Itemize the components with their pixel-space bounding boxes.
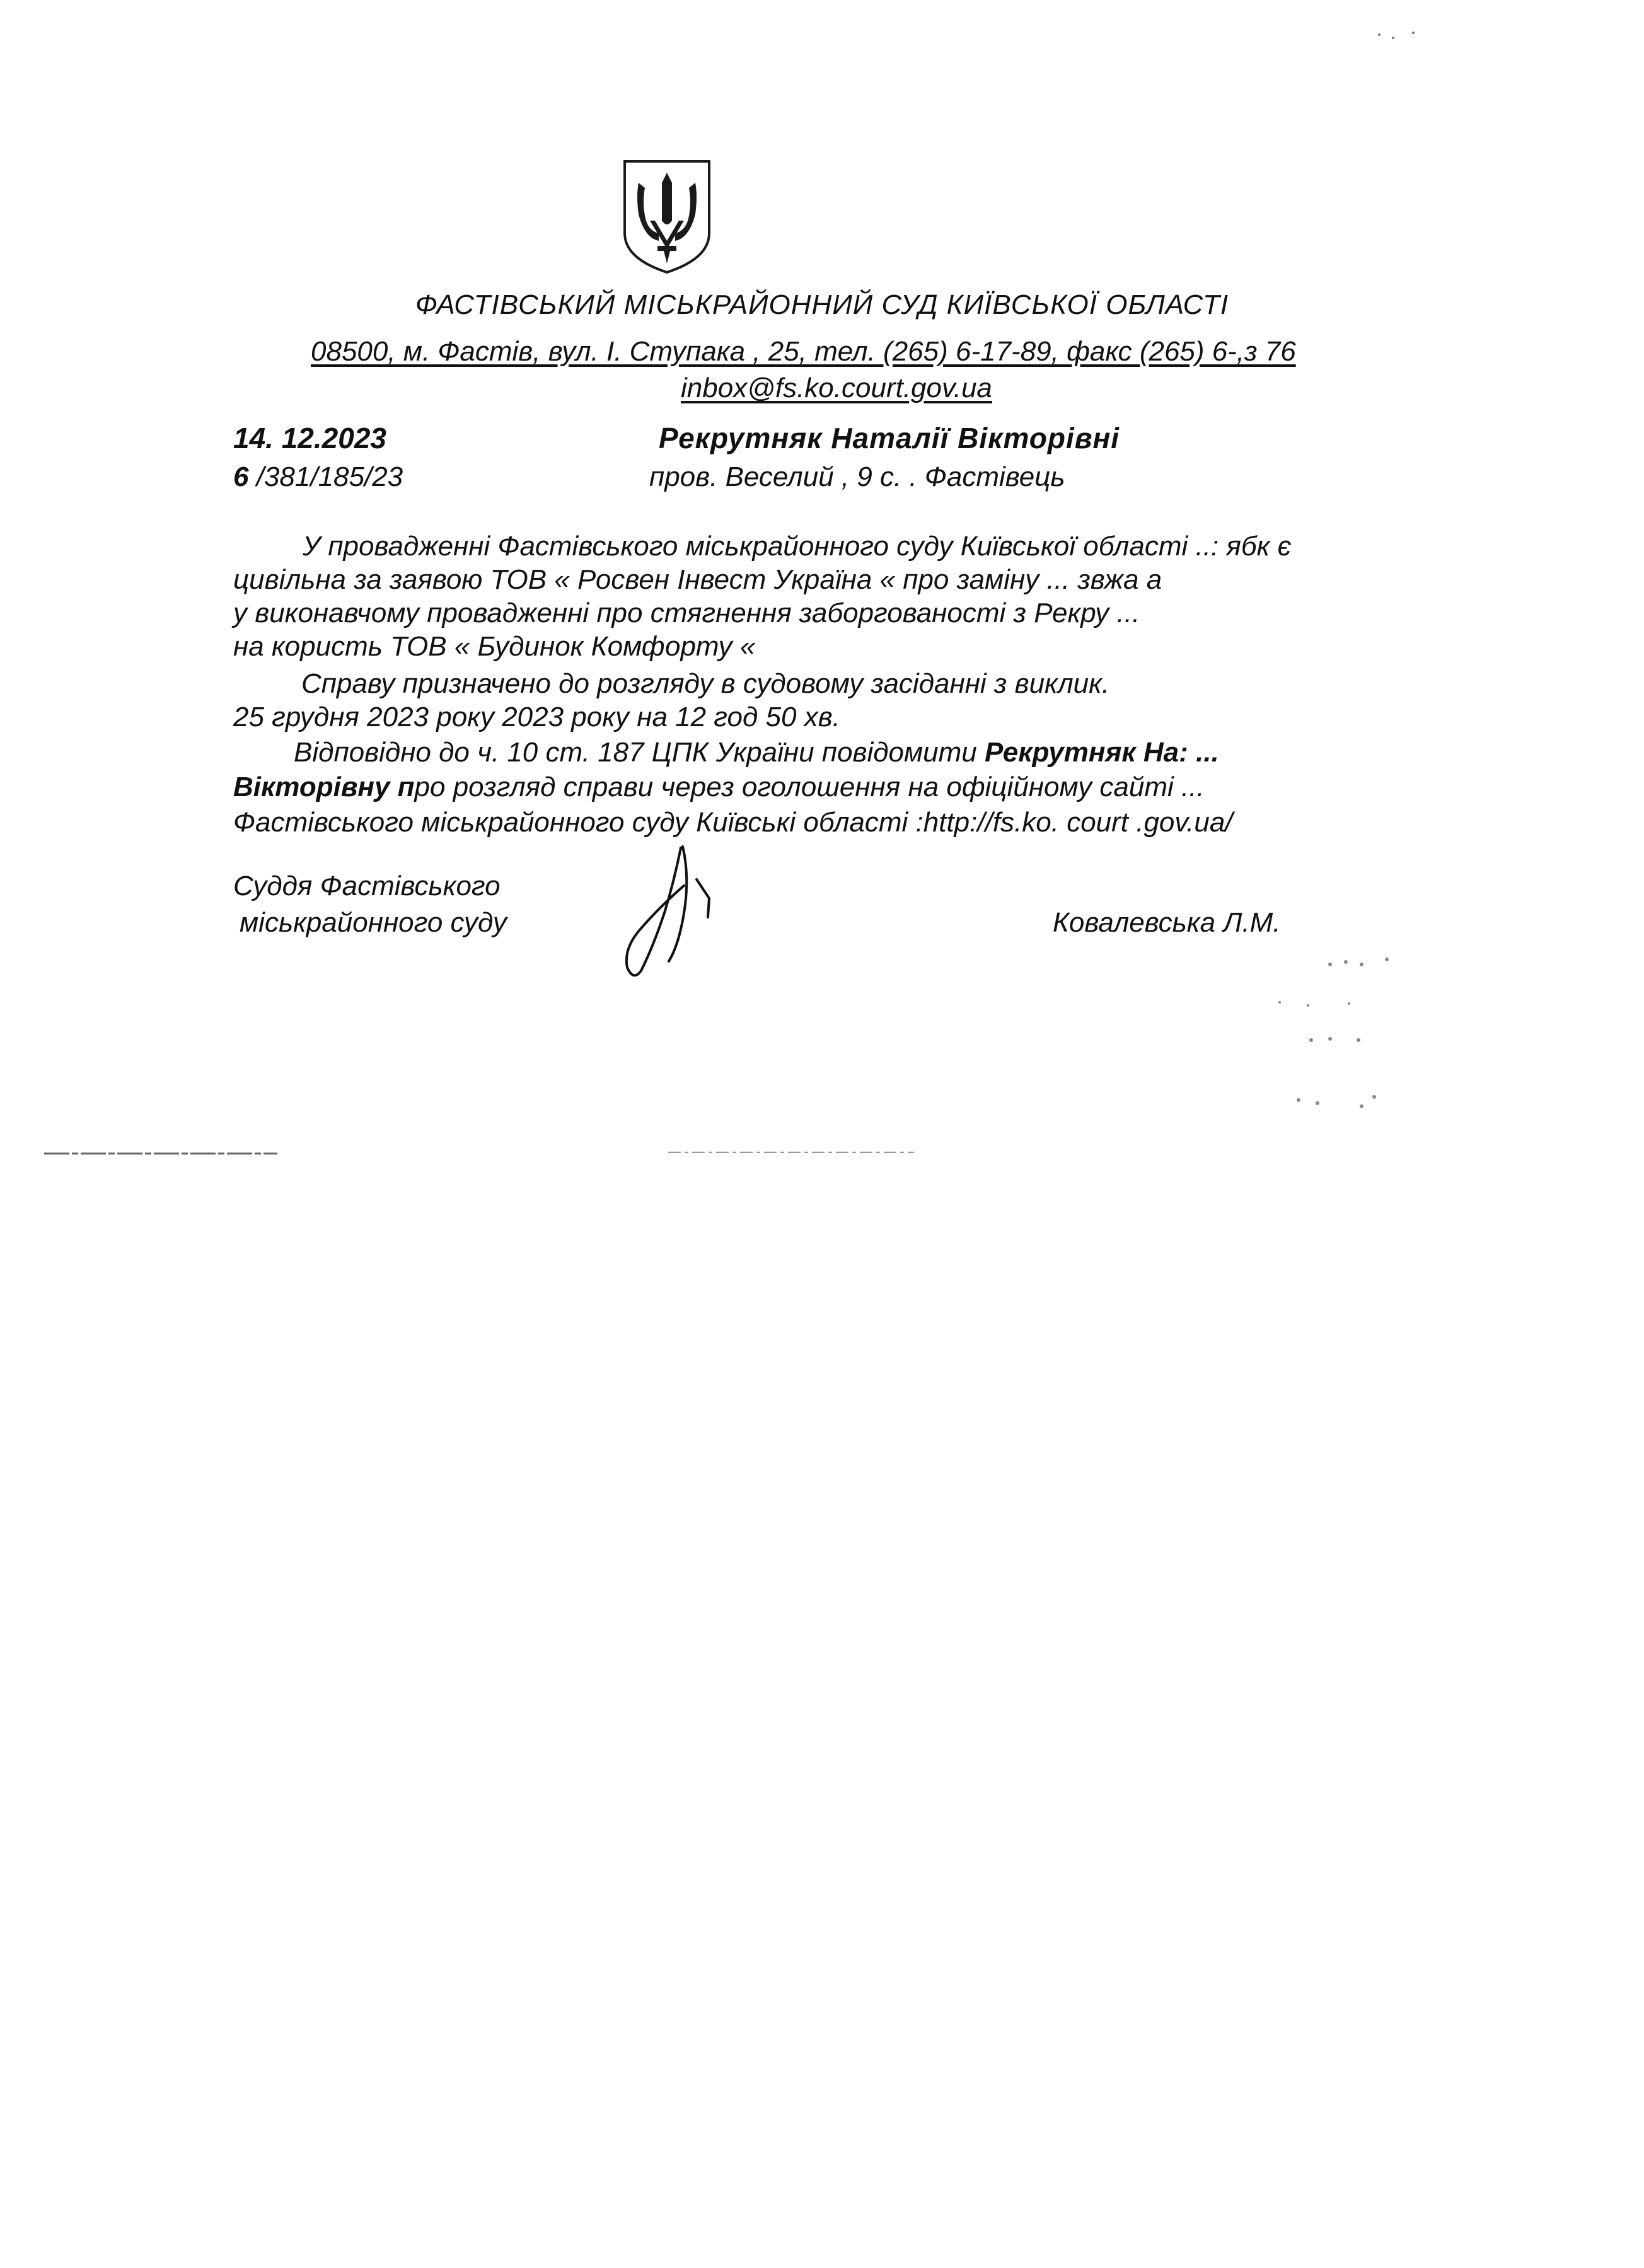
case-number-rest: /381/185/23 <box>248 461 403 492</box>
body-line <box>294 739 1219 767</box>
body-line: Справу призначено до розгляду в судовому засіданні з виклик. <box>301 668 1110 699</box>
handwritten-signature <box>615 835 728 983</box>
body-line: цивільна за заявою ТОВ « Росвен Інвест Україна « про заміну ... звжа а <box>233 564 1162 595</box>
body-line: 25 грудня 2023 року 2023 року на 12 год 50 хв. <box>233 702 840 732</box>
letter-date: 14. 12.2023 <box>233 422 387 454</box>
court-name: ФАСТІВСЬКИЙ МІСЬКРАЙОННИЙ СУД КИЇВСЬКОЇ ОБЛАСТІ <box>415 289 1229 320</box>
body-text: Відповідно до ч. 10 ст. 187 ЦПК України повідомити <box>294 737 985 768</box>
body-line: у виконавчому провадженні про стягнення заборгованості з Рекру ... <box>233 598 1140 628</box>
court-email: inbox@fs.ko.court.gov.ua <box>681 373 992 403</box>
body-bold-name: Вікторівну п <box>233 772 415 802</box>
scan-artifact <box>1374 25 1425 44</box>
recipient-address: пров. Веселий , 9 с. . Фастівець <box>649 461 1065 492</box>
court-address: 08500, м. Фастів, вул. І. Ступака , 25, тел. (265) 6-17-89, факс (265) 6-,з 76 <box>311 336 1296 367</box>
body-line <box>233 773 1205 801</box>
judge-name: Ковалевська Л.М. <box>1053 907 1281 938</box>
body-bold-name: Рекрутняк На: ... <box>985 737 1219 768</box>
scan-artifact <box>1261 946 1437 1135</box>
body-line: Фастівського міськрайонного суду Київські області :http://fs.ko. court .gov.ua/ <box>233 807 1233 838</box>
recipient-name: Рекрутняк Наталії Вікторівні <box>659 422 1120 454</box>
body-line: У провадженні Фастівського міськрайонного суду Київської області ..: ябк є <box>303 531 1292 562</box>
trident-emblem-icon <box>620 158 714 275</box>
signer-title: Суддя Фастівського <box>233 871 501 901</box>
case-number <box>233 463 403 491</box>
signer-title: міськрайонного суду <box>240 907 507 938</box>
body-line: на користь ТОВ « Будинок Комфорту « <box>233 631 756 662</box>
body-text: ро розгляд справи через оголошення на офіційному сайті ... <box>414 772 1205 802</box>
scan-artifact <box>38 1147 920 1160</box>
case-number-prefix: 6 <box>233 461 249 492</box>
